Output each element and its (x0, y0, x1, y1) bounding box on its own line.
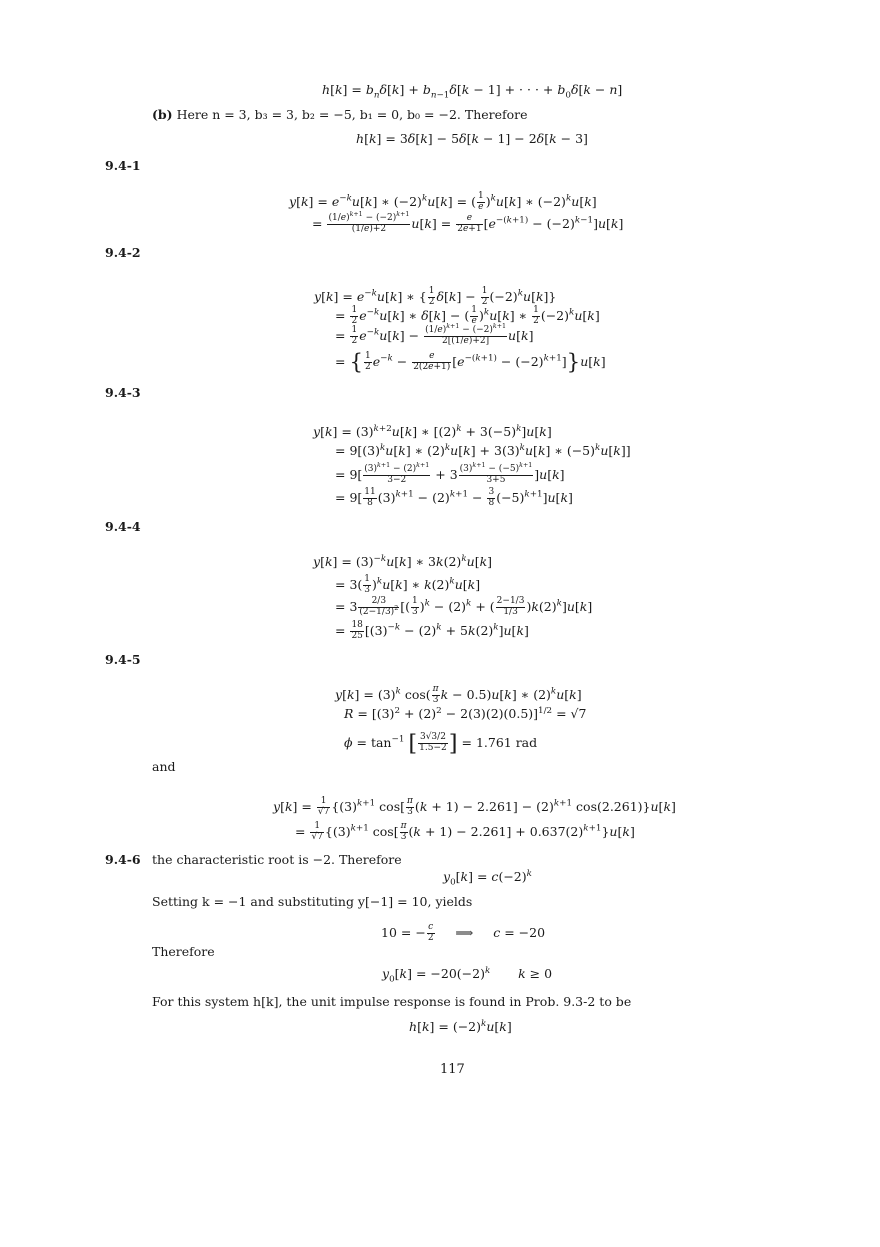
and-text: and (152, 759, 176, 774)
equation-942-line4: = { $\frac{1}{2}$ $e^{-k}$ − $\frac{e}{2(2e+1)}$ $[e^{-(k+1)} - (-2)^{k+1}]\}u[k]$ (335, 349, 606, 375)
equation-945-line3: $\phi = \tan^{-1}$ [ $\frac{3√3/2}{1.5-2}$ ] = 1.761 rad (344, 730, 538, 757)
equation-942-line3: = $\frac{1}{2}$ $e^{-k}u[k]$ − $\frac{(1/e)^{k+1} - (-2)^{k+1}}{2[(1/e)+2]}$ u[k] (335, 323, 534, 346)
problem-label-9-4-6: 9.4-6 (105, 852, 141, 867)
equation-946-hk: $h[k] = (-2)^ku[k]$ (409, 1018, 512, 1034)
equation-946-y0-final: $y_0[k] = -20(-2)^k$ k ≥ 0 (382, 965, 553, 985)
equation-943-line2: = $9[(3)^ku[k]$ ∗ $(2)^ku[k] + 3(3)^ku[k]$ ∗ $(-5)^ku[k]$] (335, 442, 631, 458)
equation-942-line2: = $\frac{1}{2}$ $e^{-k}u[k]$ ∗ δ[k] − ( $\frac{1}{e}$ )$^k$u[k] ∗ $\frac{1}{2}$ $(-2)^ku[k]$ (335, 305, 600, 326)
equation-946-y0: $y_0[k] = c(-2)^k$ (443, 868, 532, 888)
part-b-body: Here n = 3, b₃ = 3, b₂ = −5, b₁ = 0, b₀ = −2. Therefore (176, 107, 528, 122)
problem-label-9-4-3: 9.4-3 (105, 385, 141, 400)
equation-944-line3: = 3 $\frac{2/3}{(2-1/3)^2}$ [( $\frac{1}{3}$ )$^k - (2)^k$ + ( $\frac{2-1/3}{1/3}$ )$k(2)^k]u[k]$ (335, 596, 593, 617)
equation-944-line4: = $\frac{18}{25}$ $[(3)^{-k} - (2)^k + 5k(2)^k]u[k]$ (335, 620, 529, 641)
part-b-label: (b) (152, 107, 173, 122)
equation-941-line2: = $\frac{(1/e)^{k+1} - (-2)^{k+1}}{(1/e)+2}$ u[k] = $\frac{e}{2e+1}$ $[e^{-(k+1)} - (-2)^{k-1}]u[k]$ (312, 211, 624, 234)
equation-945-line2: $R = [(3)^2 + (2)^2 - 2(3)(2)(0.5)]^{1/2} = √7$ (344, 705, 587, 721)
equation-hk-specific: h[k] = 3δ[k] − 5δ[k − 1] − 2δ[k − 3] (356, 131, 588, 146)
therefore-text: Therefore (152, 944, 215, 959)
part-b-text (152, 107, 528, 122)
equation-943-line4: = 9[ $\frac{11}{8}$ $(3)^{k+1} - (2)^{k+1}$ − $\frac{3}{8}$ $(-5)^{k+1}]u[k]$ (335, 487, 573, 508)
problem-label-9-4-1: 9.4-1 (105, 158, 141, 173)
problem-label-9-4-4: 9.4-4 (105, 519, 141, 534)
equation-945-line1: $y[k] = (3)^k$ cos( $\frac{\pi}{3}$ k − 0.5)u[k] ∗ $(2)^ku[k]$ (335, 684, 582, 705)
problem-label-9-4-5: 9.4-5 (105, 652, 141, 667)
equation-945-line5: = $\frac{1}{√7}$ {$(3)^{k+1}$ cos[ $\frac{\pi}{3}$ $(k + 1) - 2.261] + 0.637(2)^{k+1}\}u[k]$ (295, 821, 635, 842)
equation-944-line1: $y[k] = (3)^{-k}u[k]$ ∗ $3k(2)^ku[k]$ (313, 553, 493, 569)
equation-946-c: 10 = − $\frac{c}{2}$ ⟹ c = −20 (381, 922, 546, 943)
page-number: 117 (440, 1062, 465, 1077)
equation-944-line2: = 3( $\frac{1}{3}$ )$^k$u[k] ∗ $k(2)^ku[k]$ (335, 574, 481, 595)
equation-945-line4: y[k] = $\frac{1}{√7}$ {$(3)^{k+1}$ cos[ $\frac{\pi}{3}$ $(k + 1) - 2.261] - (2)^{k+1}$ cos(2.261)}u[k] (273, 796, 676, 817)
setting-text: Setting k = −1 and substituting y[−1] = 10, yields (152, 894, 473, 909)
equation-943-line1: $y[k] = (3)^{k+2}u[k]$ ∗ $[(2)^k + 3(-5)^k]u[k]$ (313, 423, 552, 439)
problem-label-9-4-2: 9.4-2 (105, 245, 141, 260)
p946-intro-text: the characteristic root is −2. Therefore (152, 852, 402, 867)
equation-942-line1: $y[k] = e^{-k}u[k]$ ∗ { $\frac{1}{2}$ δ[k] − $\frac{1}{2}$ $(-2)^ku[k]$} (314, 286, 557, 307)
equation-hk-general: $h[k] = b_n\delta[k] + b_{n-1}\delta[k - 1]$ + · · · + $b_0\delta[k - n]$ (322, 82, 623, 101)
equation-943-line3: = 9[ $\frac{(3)^{k+1} - (2)^{k+1}}{3-2}$ + 3 $\frac{(3)^{k+1} - (-5)^{k+1}}{3+5}$ ]u[k] (335, 462, 565, 485)
for-system-text: For this system h[k], the unit impulse response is found in Prob. 9.3-2 to be (152, 994, 632, 1009)
equation-941-line1: $y[k] = e^{-k}u[k]$ ∗ $(-2)^ku[k]$ = ( $\frac{1}{e}$ )$^k$u[k] ∗ $(-2)^ku[k]$ (289, 191, 597, 212)
